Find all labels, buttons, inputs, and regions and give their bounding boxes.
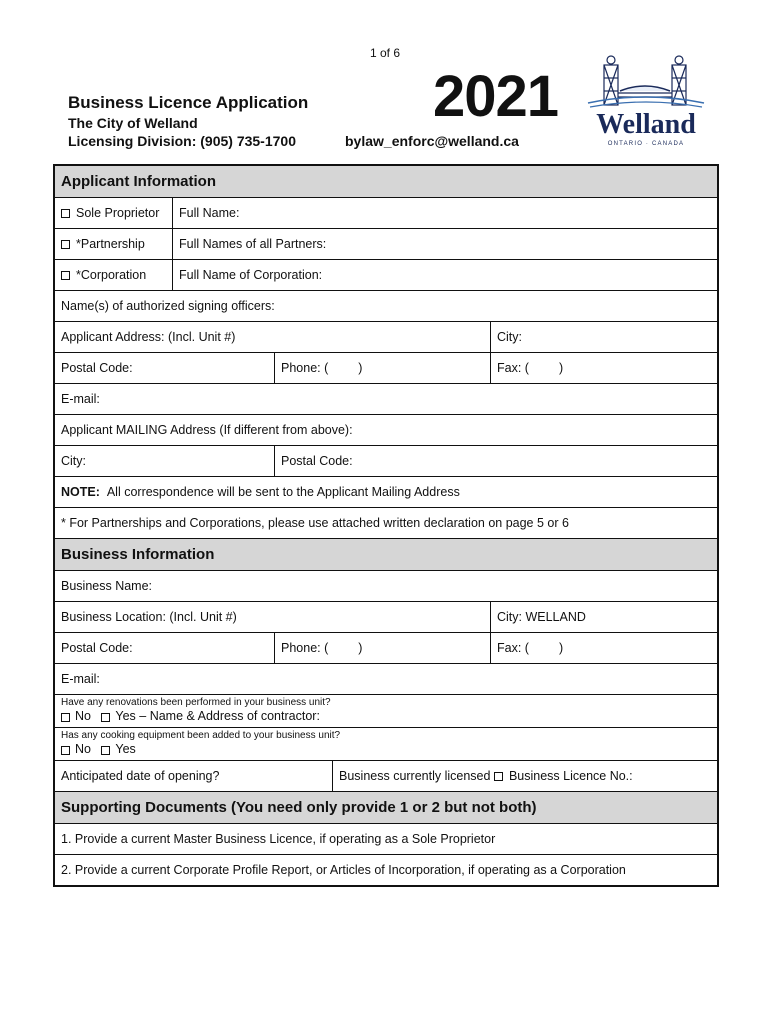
supporting-item-1 bbox=[55, 824, 717, 854]
welland-logo bbox=[586, 53, 706, 148]
business-location-field[interactable] bbox=[55, 602, 491, 632]
row-note bbox=[55, 477, 717, 508]
licence-status-field[interactable] bbox=[333, 761, 717, 791]
city-name: The City of Welland bbox=[68, 115, 198, 131]
full-name-label: Full Name: bbox=[179, 206, 240, 220]
checkbox-icon[interactable] bbox=[101, 746, 110, 755]
row-signing-officers bbox=[55, 291, 717, 322]
row-supporting-2 bbox=[55, 855, 717, 886]
row-business-location bbox=[55, 602, 717, 633]
note-label: NOTE: bbox=[61, 485, 100, 499]
row-declaration bbox=[55, 508, 717, 539]
licence-form bbox=[53, 164, 719, 887]
applicant-fax-field[interactable] bbox=[491, 353, 717, 383]
business-city-field[interactable] bbox=[491, 602, 717, 632]
applicant-email-field[interactable] bbox=[55, 384, 717, 414]
checkbox-icon[interactable] bbox=[61, 209, 70, 218]
applicant-phone-field[interactable] bbox=[275, 353, 491, 383]
corporation-label: *Corporation bbox=[76, 268, 147, 282]
row-supporting-1 bbox=[55, 824, 717, 855]
applicant-address-label: Applicant Address: (Incl. Unit #) bbox=[61, 330, 236, 344]
business-postal-label: Postal Code: bbox=[61, 641, 133, 655]
supporting-item-1-text: 1. Provide a current Master Business Licence, if operating as a Sole Proprietor bbox=[61, 832, 496, 846]
business-email-label: E-mail: bbox=[61, 672, 100, 686]
currently-licensed-label: Business currently licensed bbox=[339, 769, 491, 783]
corporation-name-field[interactable] bbox=[173, 260, 717, 290]
row-applicant-address bbox=[55, 322, 717, 353]
business-city-label: City: WELLAND bbox=[497, 610, 586, 624]
business-fax-field[interactable] bbox=[491, 633, 717, 663]
applicant-email-label: E-mail: bbox=[61, 392, 100, 406]
cooking-options bbox=[61, 742, 136, 758]
fax-close-paren: ) bbox=[558, 361, 564, 375]
cooking-question-text: Has any cooking equipment been added to your business unit? bbox=[61, 729, 341, 741]
row-business-name bbox=[55, 571, 717, 602]
checkbox-icon[interactable] bbox=[101, 713, 110, 722]
form-year: 2021 bbox=[433, 64, 559, 129]
row-partnership bbox=[55, 229, 717, 260]
row-mailing-address bbox=[55, 415, 717, 446]
applicant-city-label: City: bbox=[497, 330, 522, 344]
cooking-yes-label: Yes bbox=[115, 742, 136, 757]
partners-names-field[interactable] bbox=[173, 229, 717, 259]
row-applicant-email bbox=[55, 384, 717, 415]
partners-names-label: Full Names of all Partners: bbox=[179, 237, 327, 251]
mailing-note bbox=[55, 477, 717, 507]
renovations-question-text: Have any renovations been performed in your business unit? bbox=[61, 696, 331, 708]
renovations-no-label: No bbox=[75, 709, 91, 724]
business-phone-label: Phone: ( bbox=[281, 641, 329, 655]
cooking-question bbox=[55, 728, 717, 760]
row-sole-proprietor bbox=[55, 198, 717, 229]
renovations-options bbox=[61, 709, 320, 725]
supporting-item-2-text: 2. Provide a current Corporate Profile Report, or Articles of Incorporation, if operating as a Corporation bbox=[61, 863, 626, 877]
checkbox-icon[interactable] bbox=[61, 240, 70, 249]
declaration-text: * For Partnerships and Corporations, please use attached written declaration on page 5 or 6 bbox=[61, 516, 569, 530]
mailing-city-field[interactable] bbox=[55, 446, 275, 476]
partnership-option[interactable] bbox=[55, 229, 173, 259]
cooking-no-label: No bbox=[75, 742, 91, 757]
declaration-note bbox=[55, 508, 717, 538]
note-text: All correspondence will be sent to the Applicant Mailing Address bbox=[106, 485, 460, 499]
supporting-item-2 bbox=[55, 855, 717, 885]
mailing-address-label: Applicant MAILING Address (If different from above): bbox=[61, 423, 353, 437]
corporation-option[interactable] bbox=[55, 260, 173, 290]
applicant-phone-label: Phone: ( bbox=[281, 361, 329, 375]
opening-date-label: Anticipated date of opening? bbox=[61, 769, 220, 783]
row-opening bbox=[55, 761, 717, 792]
business-name-label: Business Name: bbox=[61, 579, 153, 593]
checkbox-icon[interactable] bbox=[61, 271, 70, 280]
mailing-address-field[interactable] bbox=[55, 415, 717, 445]
sole-proprietor-label: Sole Proprietor bbox=[76, 206, 160, 220]
licence-number-label: Business Licence No.: bbox=[508, 769, 633, 783]
supporting-section-heading: Supporting Documents (You need only provide 1 or 2 but not both) bbox=[55, 792, 717, 824]
form-title: Business Licence Application bbox=[68, 93, 309, 112]
business-email-field[interactable] bbox=[55, 664, 717, 694]
business-location-label: Business Location: (Incl. Unit #) bbox=[61, 610, 237, 624]
business-fax-label: Fax: ( bbox=[497, 641, 529, 655]
row-business-email bbox=[55, 664, 717, 695]
checkbox-icon[interactable] bbox=[494, 772, 503, 781]
sole-proprietor-option[interactable] bbox=[55, 198, 173, 228]
business-name-field[interactable] bbox=[55, 571, 717, 601]
applicant-postal-label: Postal Code: bbox=[61, 361, 133, 375]
corporation-name-label: Full Name of Corporation: bbox=[179, 268, 323, 282]
business-postal-field[interactable] bbox=[55, 633, 275, 663]
row-cooking bbox=[55, 728, 717, 761]
applicant-postal-field[interactable] bbox=[55, 353, 275, 383]
applicant-section-heading: Applicant Information bbox=[55, 166, 717, 198]
renovations-yes-label: Yes – Name & Address of contractor: bbox=[115, 709, 320, 724]
renovations-question bbox=[55, 695, 717, 727]
logo-subtitle: ONTARIO · CANADA bbox=[607, 141, 685, 147]
applicant-fax-label: Fax: ( bbox=[497, 361, 529, 375]
fax-close-paren: ) bbox=[558, 641, 564, 655]
row-applicant-contact bbox=[55, 353, 717, 384]
signing-officers-label: Name(s) of authorized signing officers: bbox=[61, 299, 275, 313]
checkbox-icon[interactable] bbox=[61, 746, 70, 755]
partnership-label: *Partnership bbox=[76, 237, 145, 251]
phone-close-paren: ) bbox=[358, 361, 363, 375]
opening-date-field[interactable] bbox=[55, 761, 333, 791]
page-number: 1 of 6 bbox=[369, 46, 401, 60]
business-section-heading: Business Information bbox=[55, 539, 717, 571]
mailing-postal-label: Postal Code: bbox=[281, 454, 353, 468]
mailing-postal-field[interactable] bbox=[275, 446, 717, 476]
licensing-division: Licensing Division: (905) 735-1700 bbox=[68, 133, 296, 149]
row-mailing-city bbox=[55, 446, 717, 477]
signing-officers-field[interactable] bbox=[55, 291, 717, 321]
row-renovations bbox=[55, 695, 717, 728]
phone-close-paren: ) bbox=[358, 641, 363, 655]
row-business-contact bbox=[55, 633, 717, 664]
logo-wordmark: Welland bbox=[596, 109, 696, 140]
row-corporation bbox=[55, 260, 717, 291]
applicant-city-field[interactable] bbox=[491, 322, 717, 352]
mailing-city-label: City: bbox=[61, 454, 86, 468]
business-phone-field[interactable] bbox=[275, 633, 491, 663]
full-name-field[interactable] bbox=[173, 198, 717, 228]
contact-email: bylaw_enforc@welland.ca bbox=[345, 133, 519, 149]
checkbox-icon[interactable] bbox=[61, 713, 70, 722]
applicant-address-field[interactable] bbox=[55, 322, 491, 352]
